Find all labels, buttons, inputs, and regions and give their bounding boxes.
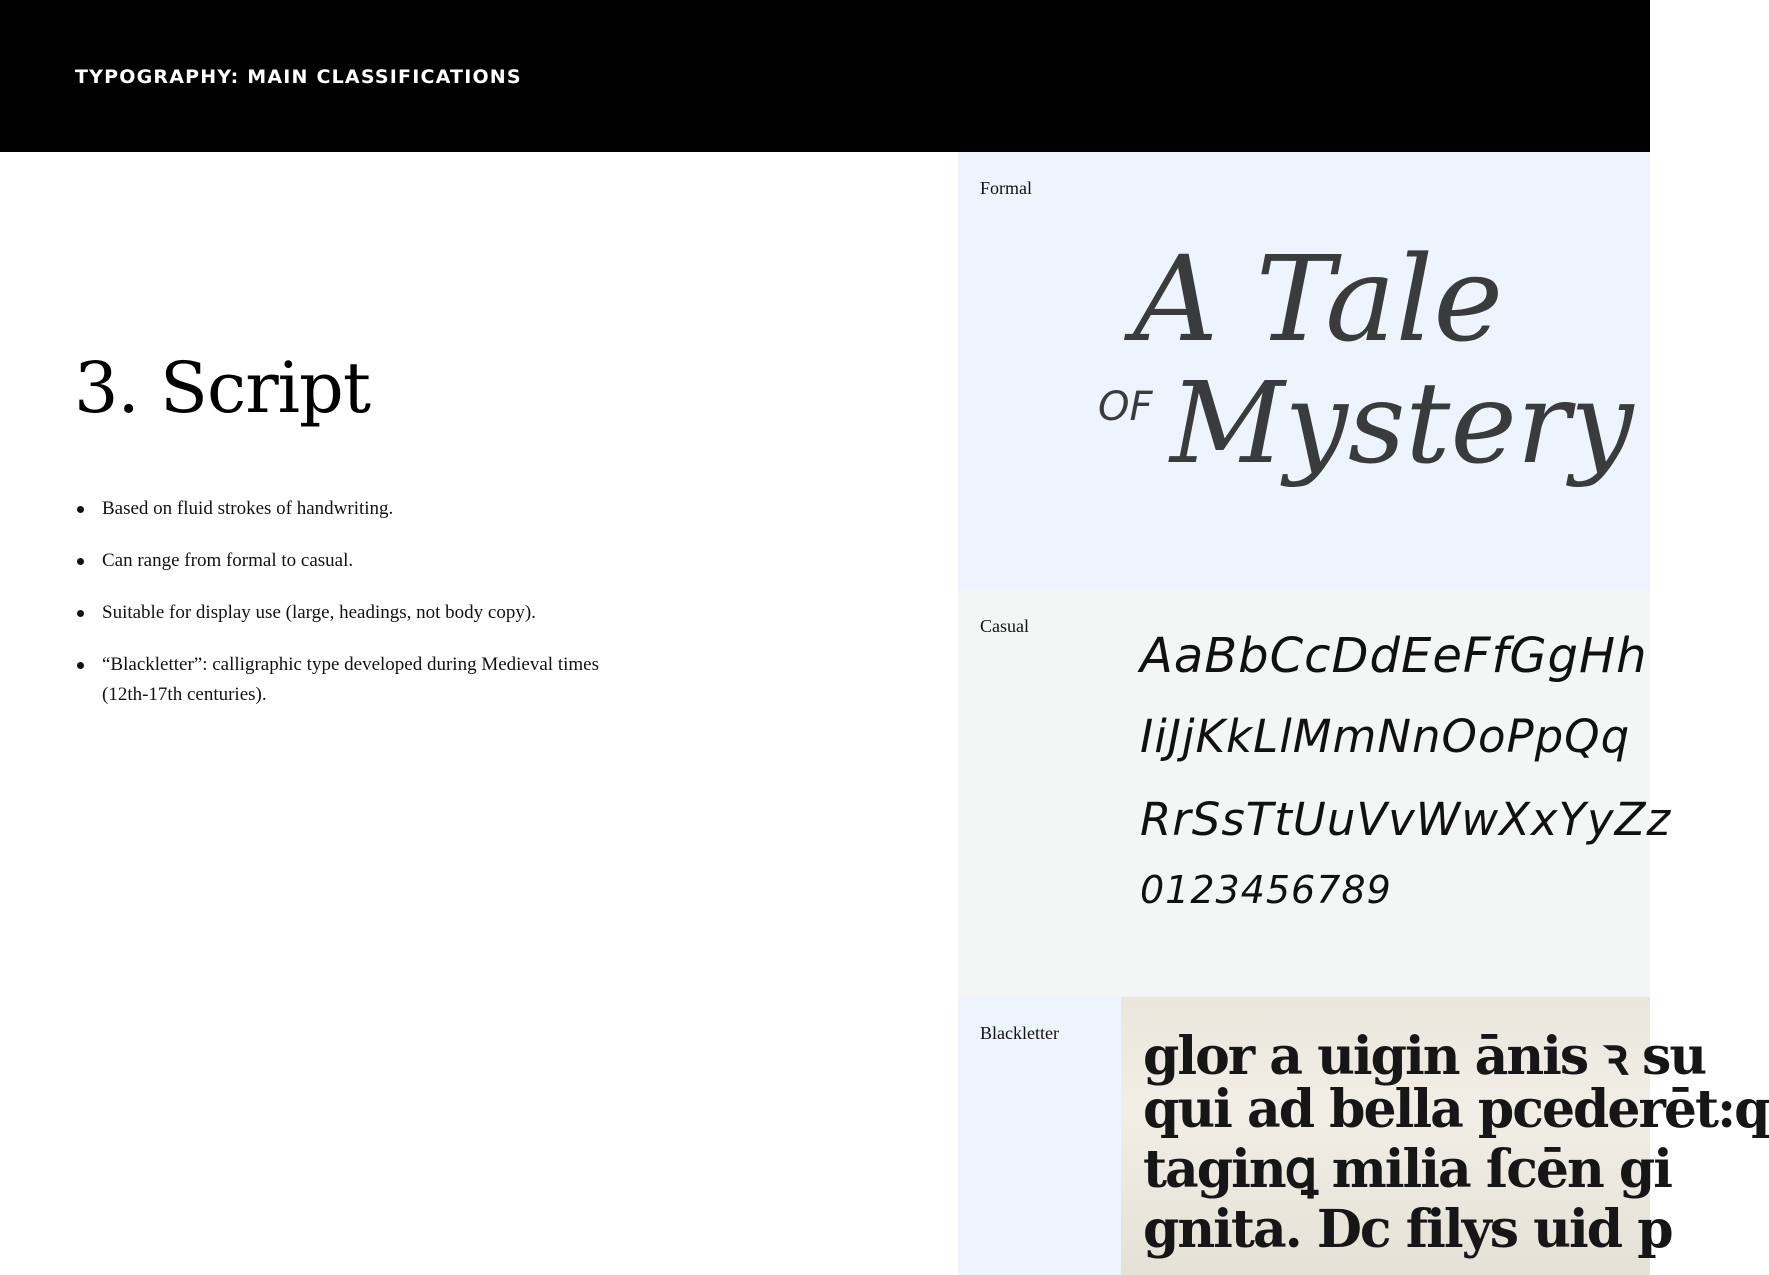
blackletter-manuscript-image [1121, 997, 1769, 1275]
bullet-icon [77, 506, 84, 513]
blackletter-line-4: gnita. Dc filys uid p [1143, 1199, 1672, 1260]
bullet-text: “Blackletter”: calligraphic type developed during Medieval times (12th-17th centuries). [102, 654, 599, 705]
bullet-icon [77, 558, 84, 565]
casual-sample-panel [958, 590, 1672, 997]
formal-line-2: Mystery [1170, 359, 1634, 489]
casual-line-3: RrSsTtUuVvWwXxYyZz [1140, 793, 1672, 846]
formal-sample-panel [958, 152, 1650, 590]
blackletter-line-2: qui ad bella pcederēt:q [1143, 1079, 1769, 1140]
casual-line-4: 0123456789 [1140, 868, 1392, 912]
bullet-icon [77, 662, 84, 669]
bullet-icon [77, 610, 84, 617]
bullet-list [74, 494, 614, 732]
bullet-item [74, 650, 614, 710]
blackletter-sample-panel [958, 997, 1769, 1275]
blackletter-line-3: taginꝗ milia ſcēn gi [1143, 1139, 1671, 1200]
content-column [0, 152, 958, 1275]
bullet-item [74, 598, 614, 628]
page-header-title: TYPOGRAPHY: MAIN CLASSIFICATIONS [75, 66, 522, 88]
formal-of: OF [1098, 384, 1153, 430]
bullet-item [74, 546, 614, 576]
formal-line-1: A Tale [1133, 230, 1504, 368]
casual-line-2: IiJjKkLlMmNnOoPpQq [1140, 710, 1631, 763]
bullet-text: Based on fluid strokes of handwriting. [102, 498, 394, 519]
blackletter-line-1: glor a uigin ānis ꝛ su [1143, 1026, 1706, 1087]
formal-label: Formal [980, 178, 1032, 198]
bullet-item [74, 494, 614, 524]
casual-label: Casual [980, 616, 1029, 636]
blackletter-label: Blackletter [980, 1023, 1059, 1043]
bullet-text: Suitable for display use (large, headings, not body copy). [102, 602, 536, 623]
section-heading: 3. Script [74, 347, 370, 429]
casual-line-1: AaBbCcDdEeFfGgHh [1140, 628, 1648, 684]
formal-script-sample [958, 152, 1650, 590]
bullet-text: Can range from formal to casual. [102, 550, 354, 571]
header-bar [0, 0, 1650, 152]
